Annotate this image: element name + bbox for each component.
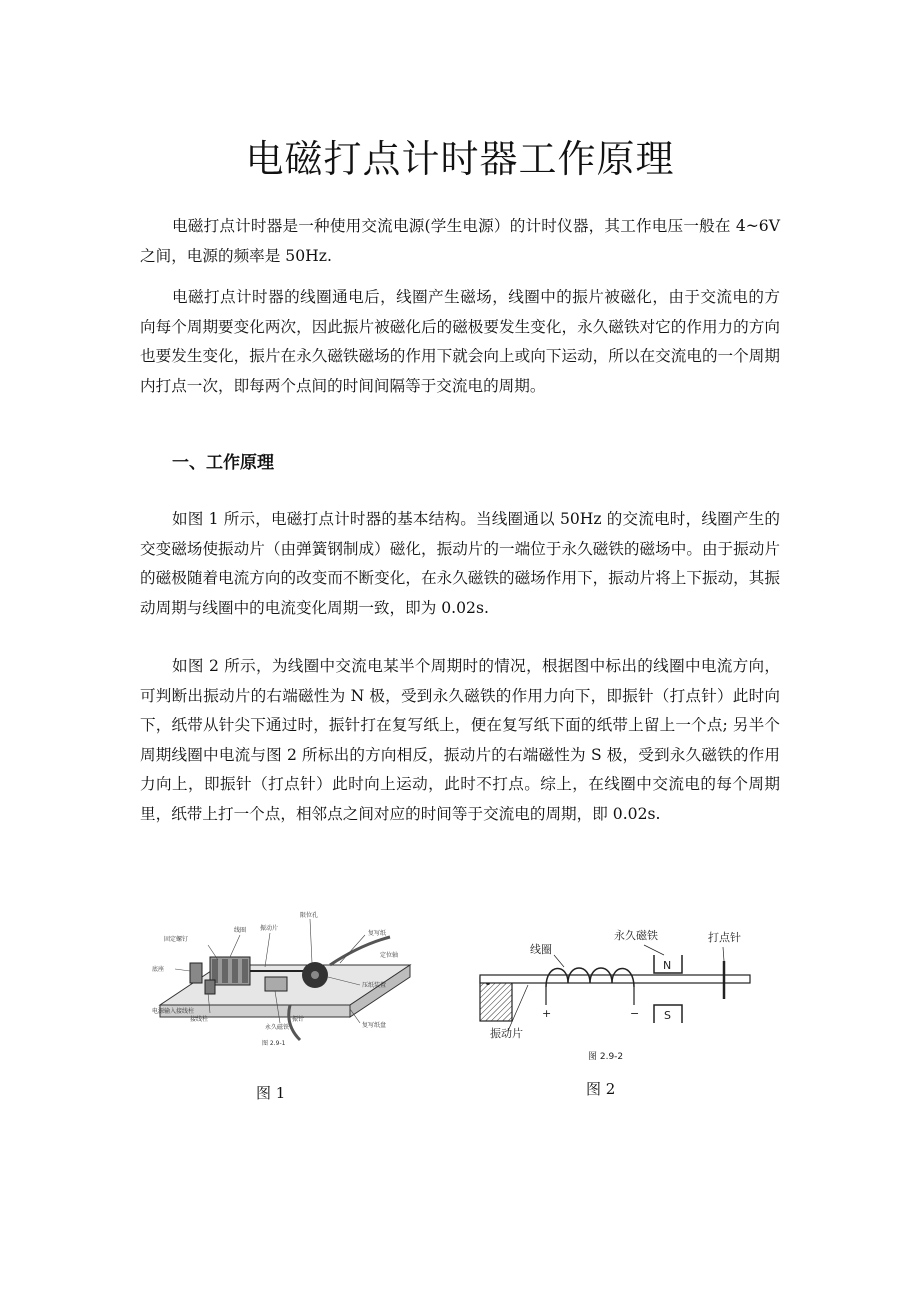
figure-1 [150,905,430,1053]
fig2-inner-caption: 图 2.9-2 [588,1052,624,1062]
fig1-inner-caption: 图 2.9-1 [262,1040,286,1047]
fig1-label-needle: 振针 [292,1016,305,1023]
fig1-label-carbon-paper: 复写纸 [368,930,387,937]
section-heading: 一、工作原理 [172,453,274,473]
figure-2-caption: 图 2 [586,1080,616,1098]
fig1-label-screw: 固定螺钉 [164,936,189,943]
figure-2 [468,925,758,1065]
page-title: 电磁打点计时器工作原理 [245,137,675,181]
fig1-label-coil: 线圈 [234,927,247,934]
fig1-label-press: 压纸装置 [362,982,387,989]
fig1-label-power-terminal: 电源输入接线柱 [152,1008,195,1015]
timer-structure-drawing [150,905,430,1053]
intro-paragraph-2: 电磁打点计时器的线圈通电后，线圈产生磁场，线圈中的振片被磁化，由于交流电的方向每个周期要变化两次，因此振片被磁化后的磁极要发生变化，永久磁铁对它的作用力的方向也要发生变化，振片在永久磁铁磁场的作用下就会向上或向下运动，所以在交流电的一个周期内打点一次，即每两个点间的时间间隔等于交流电的周期。 [140,288,780,395]
fig2-minus: − [630,1007,640,1020]
fig2-plus: + [542,1007,552,1020]
fig1-label-axis: 定位轴 [380,952,399,959]
fig1-label-reed: 振动片 [260,925,279,932]
fig2-pole-s: S [664,1009,671,1022]
fig1-label-terminal: 接线柱 [190,1016,209,1023]
fig1-label-limit-hole: 限位孔 [300,912,319,919]
fig2-label-reed: 振动片 [490,1027,523,1040]
fig2-label-needle: 打点针 [708,931,741,944]
fig1-label-disk: 复写纸盘 [362,1022,387,1029]
fig1-label-magnet: 永久磁铁 [265,1024,290,1031]
fig2-label-coil: 线圈 [530,943,552,956]
fig2-pole-n: N [663,959,672,972]
intro-paragraph-1: 电磁打点计时器是一种使用交流电源(学生电源）的计时仪器，其工作电压一般在 4~6V 之间，电源的频率是 50Hz. [140,217,780,265]
fig1-label-base: 底座 [152,966,165,973]
fig2-label-magnet: 永久磁铁 [614,929,658,942]
body-paragraph-2: 如图 2 所示，为线圈中交流电某半个周期时的情况，根据图中标出的线圈中电流方向，可判断出振动片的右端磁性为 N 极，受到永久磁铁的作用力向下，即振针（打点针）此时向下，纸带从针尖下通过时，振针打在复写纸上，便在复写纸下面的纸带上留上一个点; 另半个周期线圈中电流与图 2 所标出的方向相反，振动片的右端磁性为 S 极，受到永久磁铁的作用力向上，即振针（打点针）此时向上运动，此时不打点。综上，在线圈中交流电的每个周期里，纸带上打一个点，相邻点之间对应的时间等于交流电的周期，即 0.02s. [140,657,780,823]
body-paragraph-1: 如图 1 所示，电磁打点计时器的基本结构。当线圈通以 50Hz 的交流电时，线圈产生的交变磁场使振动片（由弹簧钢制成）磁化，振动片的一端位于永久磁铁的磁场中。由于振动片的磁极随着电流方向的改变而不断变化，在永久磁铁的磁场作用下，振动片将上下振动，其振动周期与线圈中的电流变化周期一致，即为 0.02s. [140,510,780,617]
figure-1-caption: 图 1 [256,1084,286,1102]
timer-schematic-drawing [468,925,758,1065]
